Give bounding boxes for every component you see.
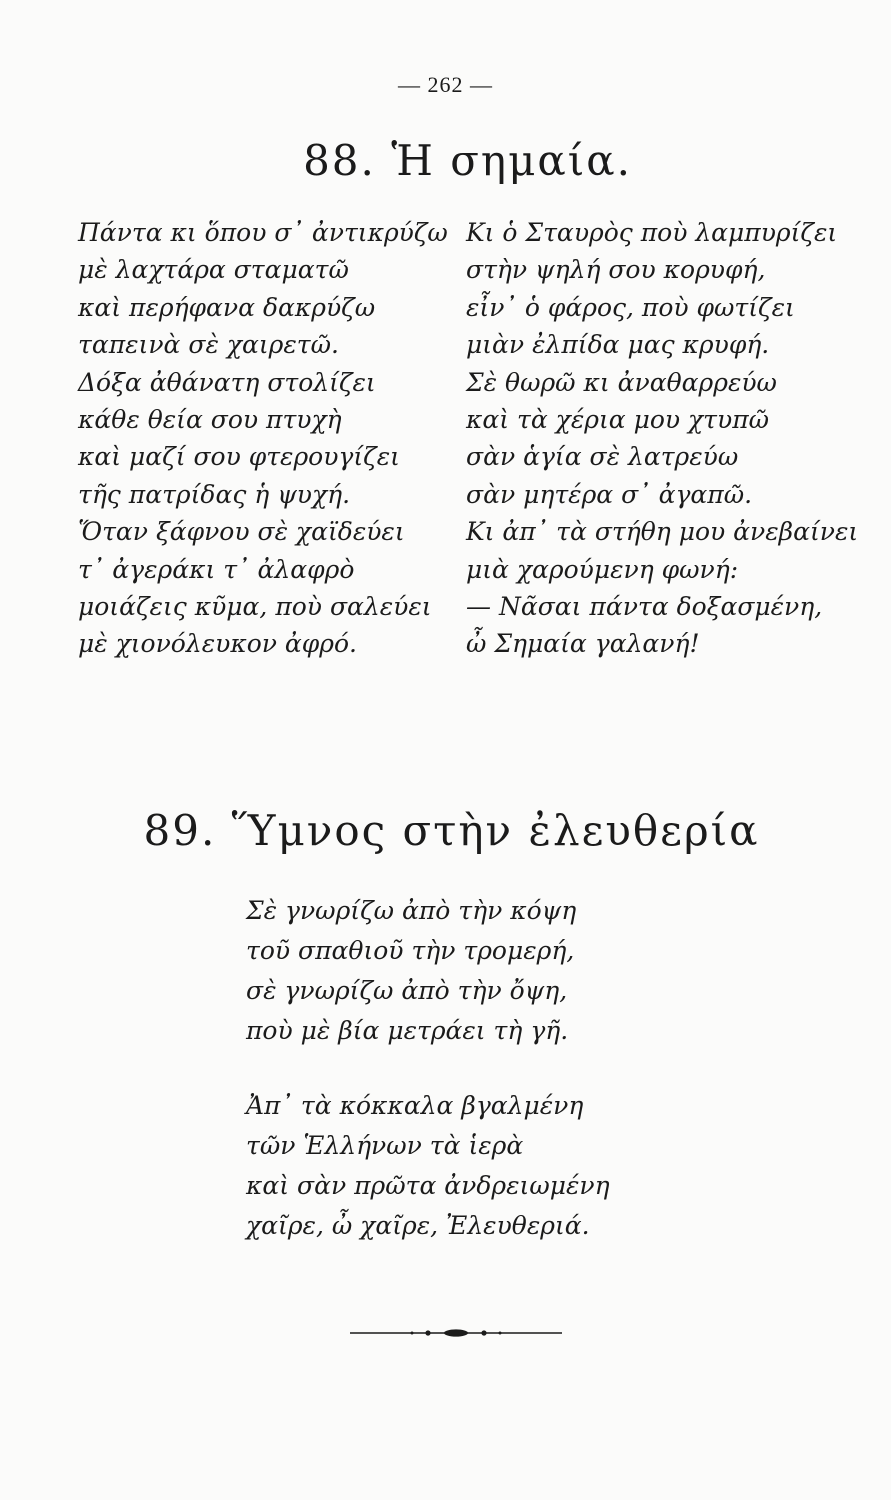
poem-89-title: 89. Ὕμνος στὴν ἐλευθερία [143, 806, 760, 855]
verse-line: τῶν Ἑλλήνων τὰ ἱερὰ [246, 1131, 524, 1160]
verse-line: μιὰν ἐλπίδα μας κρυφή. [466, 330, 770, 360]
verse-line: τῆς πατρίδας ἡ ψυχή. [78, 479, 351, 509]
verse-line: κάθε θεία σου πτυχὴ [78, 405, 342, 435]
verse-line: μιὰ χαρούμενη φωνή: [466, 554, 739, 584]
verse-line: Σὲ θωρῶ κι ἀναθαρρεύω [466, 367, 777, 397]
verse-line: χαῖρε, ὦ χαῖρε, Ἐλευθεριά. [246, 1211, 590, 1240]
verse-line: Σὲ γνωρίζω ἀπὸ τὴν κόψη [246, 896, 577, 925]
verse-line: μοιάζεις κῦμα, ποὺ σαλεύει [78, 592, 432, 622]
verse-line: σὰν μητέρα σ᾽ ἀγαπῶ. [466, 479, 753, 509]
verse-line: καὶ τὰ χέρια μου χτυπῶ [466, 405, 770, 435]
poem-88-title: 88. Ἡ σημαία. [303, 136, 632, 185]
poem-89-stanza-1 [246, 891, 576, 1051]
verse-line: στὴν ψηλή σου κορυφή, [466, 255, 766, 285]
poem-88-right-column [466, 214, 876, 663]
verse-line: μὲ λαχτάρα σταματῶ [78, 255, 349, 285]
verse-line: Ἀπ᾽ τὰ κόκκαλα βγαλμένη [246, 1091, 584, 1120]
verse-line: εἶν᾽ ὁ φάρος, ποὺ φωτίζει [466, 292, 795, 322]
verse-line: καὶ περήφανα δακρύζω [78, 292, 376, 322]
verse-line: Κι ὁ Σταυρὸς ποὺ λαμπυρίζει [466, 218, 838, 247]
verse-line: Ὅταν ξάφνου σὲ χαϊδεύει [78, 517, 405, 547]
poem-88-left-column [78, 214, 448, 663]
verse-line: ποὺ μὲ βία μετράει τὴ γῆ. [246, 1016, 569, 1045]
verse-line: σὲ γνωρίζω ἀπὸ τὴν ὄψη, [246, 976, 568, 1005]
verse-line: Κι ἀπ᾽ τὰ στήθη μου ἀνεβαίνει [466, 517, 859, 547]
verse-line: — Νᾶσαι πάντα δοξασμένη, [466, 592, 823, 622]
verse-line: ταπεινὰ σὲ χαιρετῶ. [78, 330, 339, 360]
verse-line: καὶ μαζί σου φτερουγίζει [78, 442, 400, 472]
verse-line: τοῦ σπαθιοῦ τὴν τρομερή, [246, 936, 575, 965]
verse-line: Δόξα ἀθάνατη στολίζει [78, 367, 376, 397]
verse-line: μὲ χιονόλευκον ἀφρό. [78, 629, 357, 659]
verse-line: Πάντα κι ὅπου σ᾽ ἀντικρύζω [78, 218, 448, 247]
verse-line: ὦ Σημαία γαλανή! [466, 629, 700, 659]
poem-89-stanza-2 [246, 1086, 610, 1246]
verse-line: τ᾽ ἀγεράκι τ᾽ ἀλαφρὸ [78, 554, 355, 584]
horizontal-rule-ornament [350, 1323, 562, 1343]
verse-line: καὶ σὰν πρῶτα ἀνδρειωμένη [246, 1171, 610, 1200]
verse-line: σὰν ἁγία σὲ λατρεύω [466, 442, 739, 472]
page-number: — 262 — [398, 72, 493, 97]
